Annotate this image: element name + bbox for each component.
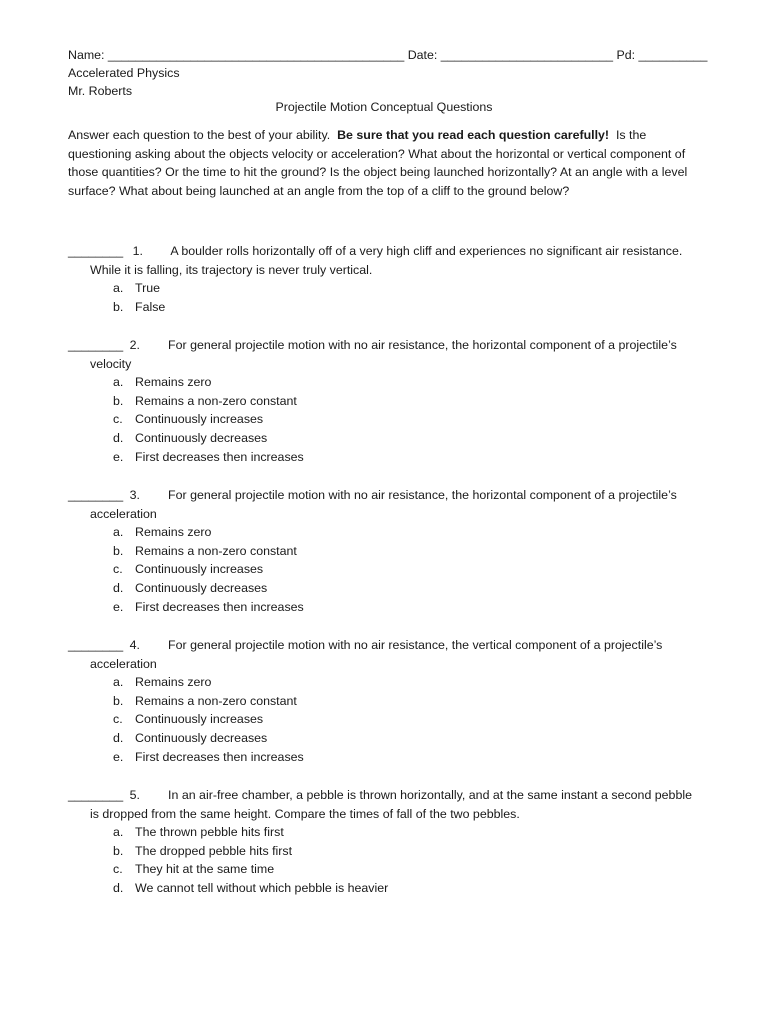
option-letter: c. (113, 862, 123, 876)
option-letter: d. (113, 881, 124, 895)
option-letter: c. (113, 712, 123, 726)
question-text: A boulder rolls horizontally off of a very high cliff and experiences no significant air resistance. (170, 244, 683, 258)
option-text: Continuously increases (135, 562, 264, 576)
option-letter: a. (113, 281, 124, 295)
option-text: Continuously decreases (135, 581, 268, 595)
answer-option[interactable] (113, 823, 284, 842)
question-3 (68, 486, 677, 505)
answer-blank[interactable]: ________ (68, 638, 124, 652)
question-4 (68, 636, 662, 655)
option-letter: b. (113, 394, 124, 408)
answer-option[interactable] (113, 860, 274, 879)
answer-option[interactable] (113, 279, 160, 298)
answer-blank[interactable]: ________ (68, 488, 124, 502)
option-letter: e. (113, 450, 124, 464)
option-letter: d. (113, 731, 124, 745)
question-text-continued: While it is falling, its trajectory is never truly vertical. (90, 263, 373, 277)
option-letter: e. (113, 750, 124, 764)
option-text: Continuously decreases (135, 431, 268, 445)
answer-option[interactable] (113, 598, 304, 617)
answer-option[interactable] (113, 542, 297, 561)
option-letter: a. (113, 675, 124, 689)
option-letter: b. (113, 544, 124, 558)
answer-option[interactable] (113, 429, 267, 448)
option-text: Continuously increases (135, 712, 264, 726)
option-text: We cannot tell without which pebble is heavier (135, 881, 389, 895)
question-number: 3. (129, 488, 140, 502)
option-letter: a. (113, 375, 124, 389)
question-number: 5. (129, 788, 140, 802)
answer-blank[interactable]: ________ (68, 788, 124, 802)
option-letter: c. (113, 562, 123, 576)
option-text: First decreases then increases (135, 450, 304, 464)
answer-option[interactable] (113, 673, 211, 692)
answer-blank[interactable]: ________ (68, 244, 124, 258)
answer-option[interactable] (113, 692, 297, 711)
question-text-continued: velocity (90, 357, 132, 371)
question-5 (68, 786, 692, 805)
question-number: 2. (129, 338, 140, 352)
answer-option[interactable] (113, 579, 267, 598)
instructions (68, 126, 708, 200)
option-letter: d. (113, 581, 124, 595)
answer-option[interactable] (113, 392, 297, 411)
question-1 (68, 242, 682, 261)
answer-option[interactable] (113, 748, 304, 767)
question-text: In an air-free chamber, a pebble is thrown horizontally, and at the same instant a second pebble (168, 788, 692, 802)
option-text: True (135, 281, 161, 295)
option-letter: b. (113, 694, 124, 708)
question-text-continued: acceleration (90, 657, 157, 671)
option-text: Continuously increases (135, 412, 264, 426)
answer-option[interactable] (113, 710, 263, 729)
question-text: For general projectile motion with no air resistance, the horizontal component of a projectile’s (168, 488, 677, 502)
option-text: The dropped pebble hits first (135, 844, 293, 858)
answer-option[interactable] (113, 523, 211, 542)
option-letter: b. (113, 300, 124, 314)
answer-option[interactable] (113, 729, 267, 748)
option-text: First decreases then increases (135, 600, 304, 614)
option-text: False (135, 300, 166, 314)
option-letter: a. (113, 525, 124, 539)
option-text: Remains zero (135, 375, 212, 389)
option-letter: a. (113, 825, 124, 839)
option-text: They hit at the same time (135, 862, 275, 876)
answer-option[interactable] (113, 298, 165, 317)
option-letter: d. (113, 431, 124, 445)
answer-option[interactable] (113, 842, 292, 861)
question-number: 1. (132, 244, 143, 258)
instructions-emphasis: Be sure that you read each question carefully! (337, 128, 610, 142)
answer-option[interactable] (113, 448, 304, 467)
question-text: For general projectile motion with no air resistance, the vertical component of a projectile’s (168, 638, 663, 652)
instructions-lead: Answer each question to the best of your ability. (68, 128, 331, 142)
course-name: Accelerated Physics (68, 66, 180, 80)
option-letter: b. (113, 844, 124, 858)
option-letter: c. (113, 412, 123, 426)
answer-option[interactable] (113, 879, 388, 898)
page-title: Projectile Motion Conceptual Questions (275, 100, 493, 114)
question-text: For general projectile motion with no air resistance, the horizontal component of a projectile’s (168, 338, 677, 352)
option-text: Remains a non-zero constant (135, 394, 297, 408)
answer-option[interactable] (113, 373, 211, 392)
answer-option[interactable] (113, 560, 263, 579)
answer-blank[interactable]: ________ (68, 338, 124, 352)
option-text: Remains a non-zero constant (135, 694, 297, 708)
question-text-continued: acceleration (90, 507, 157, 521)
option-text: Remains zero (135, 525, 212, 539)
name-date-period-line: Name: ___________________________________________ Date: _________________________ Pd: __________ (68, 48, 708, 62)
option-text: Continuously decreases (135, 731, 268, 745)
option-text: Remains zero (135, 675, 212, 689)
question-text-continued: is dropped from the same height. Compare the times of fall of the two pebbles. (90, 807, 520, 821)
teacher-name: Mr. Roberts (68, 84, 133, 98)
option-text: Remains a non-zero constant (135, 544, 297, 558)
answer-option[interactable] (113, 410, 263, 429)
option-text: The thrown pebble hits first (135, 825, 284, 839)
question-number: 4. (129, 638, 140, 652)
option-text: First decreases then increases (135, 750, 304, 764)
option-letter: e. (113, 600, 124, 614)
instructions-rest: Is the questioning asking about the objects velocity or acceleration? What about the horizontal or vertical component of those quantities? Or the time to hit the ground? Is the object being launched horizontally? At an angle with a level surface? What about being launched at an angle from the top of a cliff to the ground below? (68, 128, 688, 198)
question-2 (68, 336, 677, 355)
